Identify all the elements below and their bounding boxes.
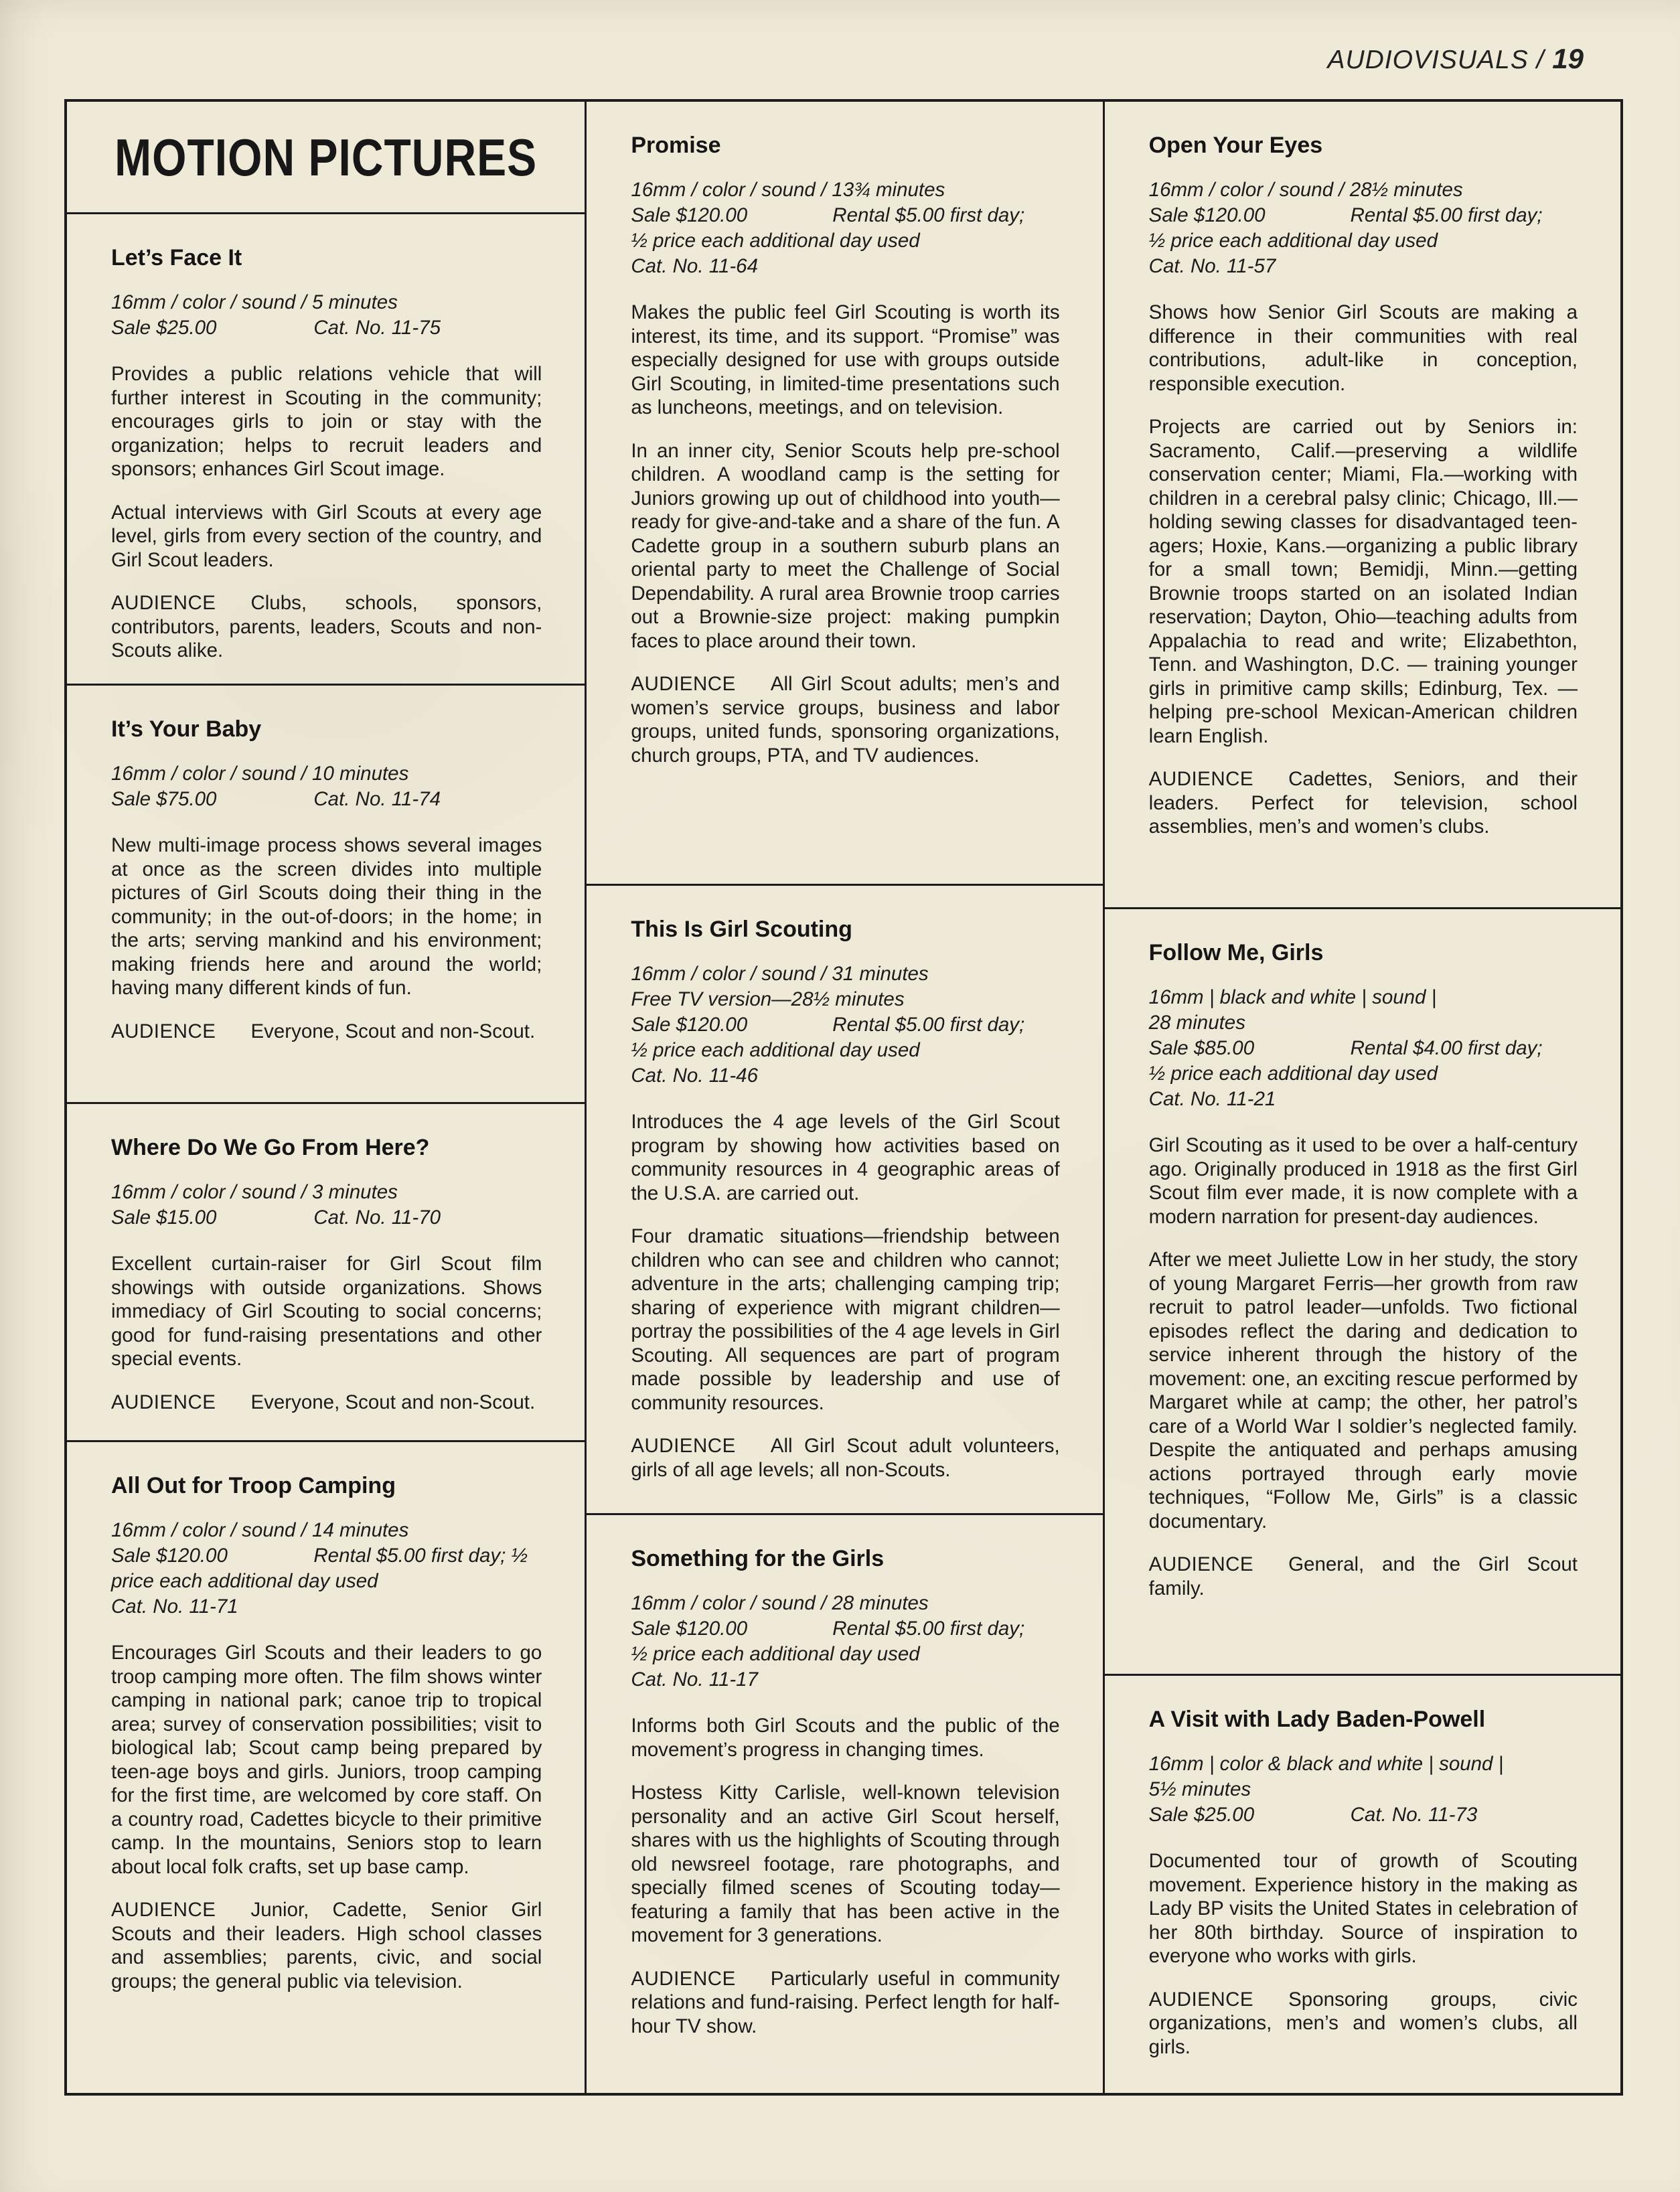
film-description: Projects are carried out by Seniors in: Sacramento, Calif.—preserving a wildlife conservation center; Miami, Fla.—working with children in a cerebral palsy clinic; Chicago, Ill.—holding sewing classes for disadvantaged teen-agers; Hoxie, Kans.—organizing a public library for a small town; Bemidji, Minn.—getting Brownie troops started on an isolated Indian reservation; Dayton, Ohio—teaching adults from Appalachia to read and write; Elizabethton, Tenn. and Washington, D.C. — training younger girls in primitive camp skills; Edinburg, Tex. — helping pre-school Mexican-American children learn English. — [1148, 416, 1578, 747]
spec-rental: Rental $5.00 first day; — [1350, 204, 1543, 226]
spec-line: ½ price each additional day used — [1148, 230, 1438, 252]
spec-line: 5½ minutes — [1148, 1778, 1251, 1800]
audience-paragraph — [1149, 1553, 1578, 1600]
audience-paragraph — [1149, 767, 1578, 839]
audience-text: All Girl Scout adults; men’s and women’s service groups, business and labor groups, united funds, sponsoring organizations, church groups, PTA, and TV audiences. — [631, 673, 1060, 767]
film-description: Makes the public feel Girl Scouting is worth its interest, its time, and its support. “Promise” was especially designed for use with groups outside Girl Scouting, in limited-time presentations such as luncheons, meetings, and on television. — [631, 301, 1060, 418]
audience-text: Particularly useful in community relations and fund-raising. Perfect length for half-hour TV show. — [631, 1967, 1060, 2037]
spec-sale: Sale $120.00 — [111, 1545, 228, 1567]
spec-cat-no: Cat. No. 11-64 — [631, 255, 758, 277]
section-heading: MOTION PICTURES — [114, 127, 538, 187]
spec-line: ½ price each additional day used — [631, 230, 920, 252]
spec-sale: Sale $85.00 — [1148, 1037, 1255, 1059]
spec-line — [111, 315, 542, 341]
spec-rental: Rental $5.00 first day; — [832, 1014, 1025, 1036]
film-section-all-out-for-troop-camping — [67, 1442, 585, 2093]
film-title: All Out for Troop Camping — [111, 1473, 396, 1498]
spec-cat-no: Cat. No. 11-21 — [1148, 1088, 1276, 1110]
spec-line: 16mm / color / sound / 14 minutes — [111, 1519, 409, 1541]
spec-sale: Sale $15.00 — [111, 1206, 217, 1229]
section-heading-cell — [67, 102, 585, 214]
audience-paragraph — [1149, 1988, 1578, 2059]
audience-text: Junior, Cadette, Senior Girl Scouts and their leaders. High school classes and assemblies; parents, civic, and social groups; the general public via television. — [111, 1899, 542, 1992]
spec-line — [1149, 1036, 1578, 1061]
spec-line: 16mm / color / sound / 10 minutes — [111, 763, 409, 785]
spec-rental: Rental $5.00 first day; ½ price each additional day used — [111, 1545, 528, 1592]
spec-line — [111, 787, 542, 812]
film-description: Hostess Kitty Carlisle, well-known television personality and an active Girl Scout herself, shares with us the highlights of Scouting through old newsreel footage, rare photographs, and specially filmed scenes of Scouting today—featuring a family that has been active in the movement for 3 generations. — [631, 1782, 1060, 1946]
film-description: Actual interviews with Girl Scouts at every age level, girls from every section of the country, and Girl Scout leaders. — [111, 501, 542, 571]
spec-line: 16mm | black and white | sound | — [1148, 986, 1437, 1008]
content-box — [64, 99, 1623, 2096]
audience-text: All Girl Scout adult volunteers, girls of all age levels; all non-Scouts. — [631, 1435, 1060, 1481]
audience-text: General, and the Girl Scout family. — [1148, 1553, 1578, 1599]
film-specs — [111, 1180, 542, 1231]
spec-sale: Sale $120.00 — [631, 204, 748, 226]
spec-sale: Sale $75.00 — [111, 788, 217, 810]
spec-line — [1149, 203, 1578, 228]
film-specs — [631, 961, 1059, 1089]
spec-line: ½ price each additional day used — [631, 1039, 920, 1061]
spec-line: 16mm / color / sound / 3 minutes — [111, 1181, 398, 1203]
spec-rental: Rental $4.00 first day; — [1350, 1037, 1543, 1059]
page-number: 19 — [1552, 43, 1584, 74]
audience-paragraph — [631, 1967, 1059, 2039]
column-3 — [1103, 102, 1620, 2093]
spec-cat-no: Cat. No. 11-75 — [313, 317, 441, 339]
audience-paragraph — [111, 1391, 542, 1415]
film-description: Informs both Girl Scouts and the public of the movement’s progress in changing times. — [631, 1715, 1060, 1761]
spec-sale: Sale $120.00 — [1148, 204, 1266, 226]
film-section-follow-me-girls — [1105, 909, 1620, 1676]
film-description: Girl Scouting as it used to be over a half-century ago. Originally produced in 1918 as the first Girl Scout film ever made, it is now complete with a modern narration for present-day audiences. — [1148, 1134, 1578, 1228]
audience-label: AUDIENCE — [1148, 768, 1254, 790]
film-section-where-do-we-go — [67, 1104, 585, 1442]
film-title: Let’s Face It — [111, 245, 242, 270]
spec-cat-no: Cat. No. 11-17 — [631, 1668, 758, 1691]
audience-label: AUDIENCE — [631, 1967, 736, 1990]
audience-label: AUDIENCE — [111, 1391, 216, 1413]
film-title: Open Your Eyes — [1148, 133, 1323, 158]
film-title: Promise — [631, 133, 721, 158]
film-title: Follow Me, Girls — [1148, 940, 1324, 965]
audience-text: Everyone, Scout and non-Scout. — [250, 1391, 536, 1413]
spec-line — [111, 1543, 542, 1594]
film-title: It’s Your Baby — [111, 716, 262, 742]
film-specs — [1149, 985, 1578, 1112]
spec-rental: Rental $5.00 first day; — [832, 204, 1025, 226]
spec-line — [631, 203, 1059, 228]
spec-line — [631, 1012, 1059, 1038]
spec-sale: Sale $25.00 — [1148, 1804, 1255, 1826]
spec-sale: Sale $120.00 — [631, 1014, 748, 1036]
film-title: Where Do We Go From Here? — [111, 1135, 430, 1160]
audience-text: Everyone, Scout and non-Scout. — [250, 1020, 536, 1042]
spec-line — [1149, 1802, 1578, 1828]
audience-label: AUDIENCE — [1148, 1553, 1254, 1575]
film-specs — [1149, 1751, 1578, 1828]
film-description: Encourages Girl Scouts and their leaders to go troop camping more often. The film shows winter camping in national park; canoe trip to tropical area; survey of conservation possibilities; visit to biological lab; Scout camp being prepared by teen-age boys and girls. Juniors, troop camping for the first time, are welcomed by core staff. On a country road, Cadettes bicycle to their primitive camp. In the mountains, Seniors stop to learn about local folk crafts, set up base camp. — [111, 1642, 542, 1878]
spec-line: 16mm / color / sound / 13¾ minutes — [631, 179, 945, 201]
audience-label: AUDIENCE — [111, 1020, 216, 1042]
spec-cat-no: Cat. No. 11-73 — [1350, 1804, 1478, 1826]
spec-line: ½ price each additional day used — [1148, 1063, 1438, 1085]
film-description: Four dramatic situations—friendship between children who can see and children who cannot; adventure in the arts; challenging camping trip; sharing of experience with migrant children—portray the possibilities of the 4 age levels in Girl Scouting. All sequences are part of program made possible by leadership and use of community resources. — [631, 1225, 1060, 1414]
spec-cat-no: Cat. No. 11-57 — [1148, 255, 1276, 277]
film-description: Introduces the 4 age levels of the Girl Scout program by showing how activities based on community resources in 4 geographic areas of the U.S.A. are carried out. — [631, 1111, 1060, 1204]
spec-line — [631, 1616, 1059, 1642]
film-specs — [111, 1518, 542, 1620]
column-2 — [585, 102, 1102, 2093]
running-head — [1328, 43, 1584, 75]
spec-line: 28 minutes — [1148, 1012, 1245, 1034]
audience-text: Clubs, schools, sponsors, contributors, parents, leaders, Scouts and non-Scouts alike. — [111, 592, 542, 661]
spec-line: 16mm / color / sound / 31 minutes — [631, 963, 929, 985]
film-title: A Visit with Lady Baden-Powell — [1148, 1707, 1486, 1732]
film-section-its-your-baby — [67, 686, 585, 1104]
spec-rental: Rental $5.00 first day; — [832, 1618, 1025, 1640]
spec-cat-no: Cat. No. 11-46 — [631, 1065, 758, 1087]
film-title: Something for the Girls — [631, 1546, 885, 1571]
audience-label: AUDIENCE — [111, 1899, 216, 1921]
film-specs — [1149, 177, 1578, 279]
spec-line — [111, 1205, 542, 1231]
spec-sale: Sale $120.00 — [631, 1618, 748, 1640]
spec-line: 16mm / color / sound / 5 minutes — [111, 291, 398, 313]
spec-line: 16mm / color / sound / 28 minutes — [631, 1592, 929, 1614]
audience-label: AUDIENCE — [631, 1435, 736, 1457]
running-head-title: AUDIOVISUALS / — [1327, 46, 1545, 74]
film-section-a-visit-with-lady-baden-powell — [1105, 1676, 1620, 2093]
column-1 — [67, 102, 585, 2093]
audience-text: Sponsoring groups, civic organizations, men’s and women’s clubs, all girls. — [1148, 1988, 1578, 2058]
film-section-promise — [587, 102, 1102, 886]
film-description: Documented tour of growth of Scouting movement. Experience history in the making as Lady BP visits the United States in celebration of her 80th birthday. Source of inspiration to everyone who works with girls. — [1148, 1850, 1578, 1967]
film-description: Shows how Senior Girl Scouts are making a difference in their communities with real contributions, adult-like in conception, responsible execution. — [1148, 301, 1578, 395]
audience-paragraph — [111, 1020, 542, 1044]
film-section-this-is-girl-scouting — [587, 886, 1102, 1515]
spec-line: 16mm / color / sound / 28½ minutes — [1148, 179, 1463, 201]
audience-label: AUDIENCE — [111, 592, 216, 614]
film-description: Provides a public relations vehicle that will further interest in Scouting in the community; encourages girls to join or stay with the organization; helps to recruit leaders and sponsors; enhances Girl Scout image. — [111, 363, 542, 480]
audience-label: AUDIENCE — [631, 673, 736, 695]
spec-cat-no: Cat. No. 11-70 — [313, 1206, 441, 1229]
film-specs — [111, 290, 542, 341]
spec-cat-no: Cat. No. 11-71 — [111, 1595, 238, 1618]
audience-paragraph — [111, 1898, 542, 1993]
spec-cat-no: Cat. No. 11-74 — [313, 788, 441, 810]
audience-text: Cadettes, Seniors, and their leaders. Perfect for television, school assemblies, men’s and women’s clubs. — [1148, 768, 1578, 838]
spec-sale: Sale $25.00 — [111, 317, 217, 339]
film-specs — [631, 177, 1059, 279]
spec-line: Free TV version—28½ minutes — [631, 988, 905, 1010]
film-title: This Is Girl Scouting — [631, 917, 852, 942]
film-section-open-your-eyes — [1105, 102, 1620, 909]
audience-paragraph — [631, 1434, 1059, 1482]
film-description: New multi-image process shows several images at once as the screen divides into multiple pictures of Girl Scouts doing their thing in the community; in the out-of-doors; in the home; in the arts; serving mankind and his environment; making friends here and around the world; having many different kinds of fun. — [111, 834, 542, 999]
film-specs — [631, 1591, 1059, 1693]
film-specs — [111, 761, 542, 812]
audience-paragraph — [631, 672, 1059, 767]
film-description: In an inner city, Senior Scouts help pre-school children. A woodland camp is the setting for Juniors growing up out of childhood into youth—ready for give-and-take and a share of the fun. A Cadette group in a southern suburb plans an oriental party to meet the Challenge of Social Dependability. A rural area Brownie troop carries out a Brownie-size project: making pumpkin faces to place around their town. — [631, 439, 1060, 652]
film-section-lets-face-it — [67, 214, 585, 686]
audience-paragraph — [111, 591, 542, 663]
film-description: Excellent curtain-raiser for Girl Scout film showings with outside organizations. Shows immediacy of Girl Scouting to social concerns; good for fund-raising presentations and other special events. — [111, 1253, 542, 1370]
film-description: After we meet Juliette Low in her study, the story of young Margaret Ferris—her growth from raw recruit to patrol leader—unfolds. Two fictional episodes reflect the daring and dedication to service inherent through the history of the movement: one, an exciting rescue performed by Margaret while at camp; the other, her patrol’s care of a World War I soldier’s neglected family. Despite the antiquated and perhaps amusing actions portrayed through early movie techniques, “Follow Me, Girls” is a classic documentary. — [1148, 1249, 1578, 1533]
spec-line: ½ price each additional day used — [631, 1643, 920, 1665]
audience-label: AUDIENCE — [1148, 1988, 1254, 2011]
spec-line: 16mm | color & black and white | sound | — [1148, 1753, 1504, 1775]
film-section-something-for-the-girls — [587, 1515, 1102, 2093]
